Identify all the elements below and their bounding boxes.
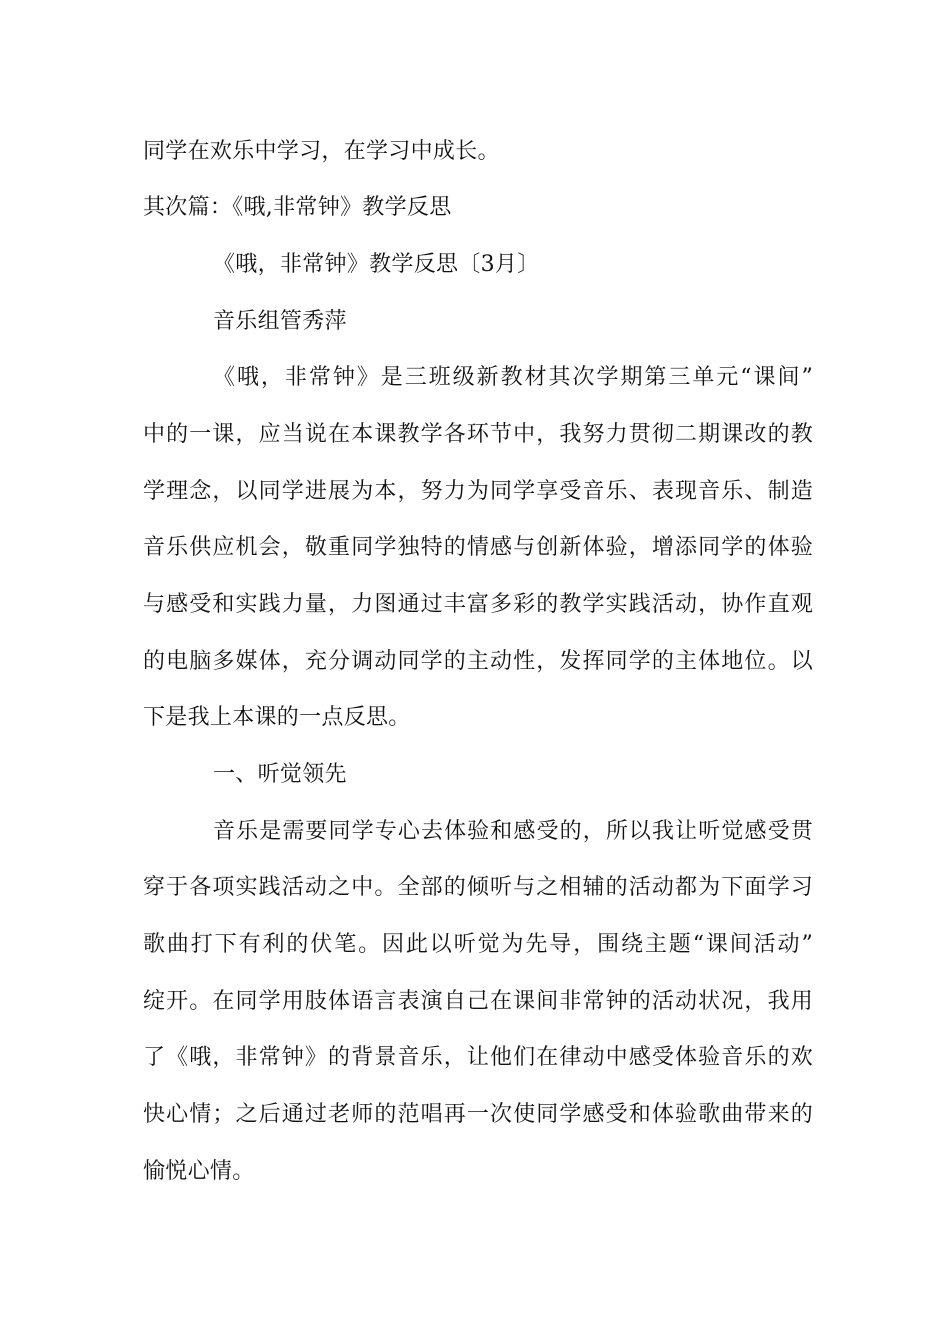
text-line: 《哦，非常钟》是三班级新教材其次学期第三单元“课间” xyxy=(213,365,813,390)
text-line: 学理念，以同学进展为本，努力为同学享受音乐、表现音乐、制造 xyxy=(143,479,813,504)
text-line: 穿于各项实践活动之中。全部的倾听与之相辅的活动都为下面学习 xyxy=(143,875,813,900)
text-line: 与感受和实践力量，力图通过丰富多彩的教学实践活动，协作直观 xyxy=(143,592,813,617)
article-title: 《哦，非常钟》教学反思〔3月〕 xyxy=(213,252,540,277)
section-heading: 其次篇：《哦,非常钟》教学反思 xyxy=(143,195,452,220)
text-line: 中的一课，应当说在本课教学各环节中，我努力贯彻二期课改的教 xyxy=(143,422,813,447)
author-line: 音乐组管秀萍 xyxy=(213,309,347,334)
text-line: 绽开。在同学用肢体语言表演自己在课间非常钟的活动状况，我用 xyxy=(143,989,813,1014)
text-line: 同学在欢乐中学习，在学习中成长。 xyxy=(143,139,500,164)
text-line: 的电脑多媒体，充分调动同学的主动性，发挥同学的主体地位。以 xyxy=(143,649,813,674)
text-line: 了《哦，非常钟》的背景音乐，让他们在律动中感受体验音乐的欢 xyxy=(143,1045,813,1070)
text-line: 下是我上本课的一点反思。 xyxy=(143,705,411,730)
text-line: 快心情；之后通过老师的范唱再一次使同学感受和体验歌曲带来的 xyxy=(143,1102,813,1127)
text-line: 歌曲打下有利的伏笔。因此以听觉为先导，围绕主题“课间活动” xyxy=(143,932,813,957)
text-line: 音乐是需要同学专心去体验和感受的，所以我让听觉感受贯 xyxy=(213,819,813,844)
text-line: 音乐供应机会，敬重同学独特的情感与创新体验，增添同学的体验 xyxy=(143,535,813,560)
subsection-heading: 一、听觉领先 xyxy=(213,762,347,787)
text-line: 愉悦心情。 xyxy=(143,1159,255,1184)
